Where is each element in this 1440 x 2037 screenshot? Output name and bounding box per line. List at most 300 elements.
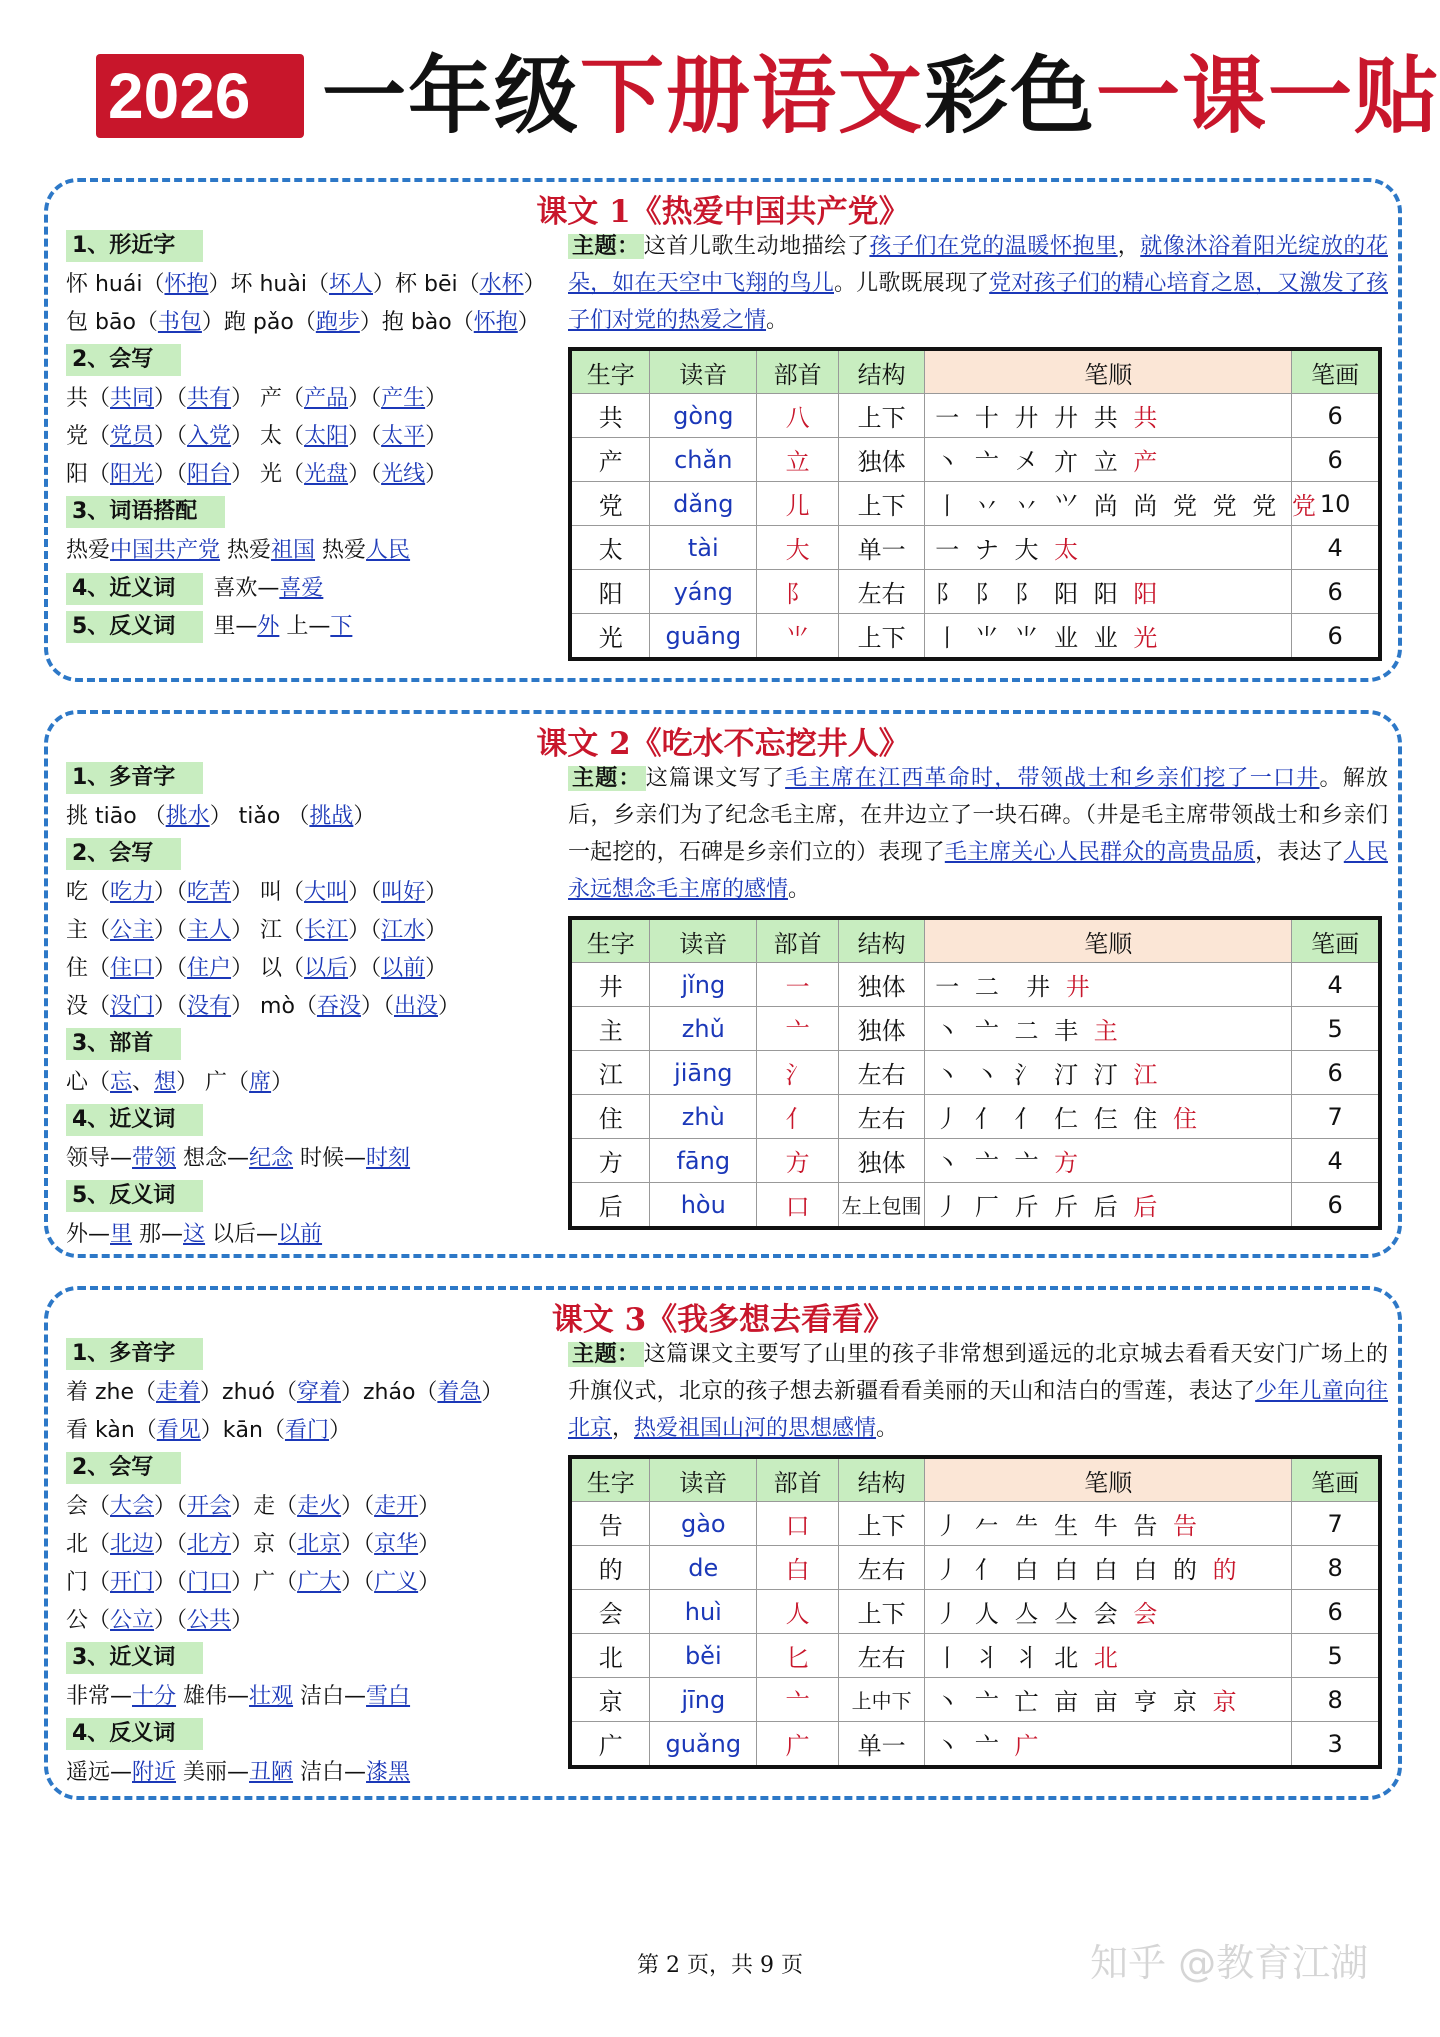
- text-run: ，表达了: [1255, 840, 1344, 865]
- answer-word: 公共: [187, 1608, 232, 1633]
- text-run: 心（: [66, 1070, 111, 1095]
- text-run: 怀 huái（: [66, 272, 165, 297]
- column-header: 笔顺: [925, 1457, 1292, 1502]
- text-run: ）: [425, 918, 448, 943]
- section-header-row: [66, 760, 566, 798]
- table-row: [570, 482, 1380, 526]
- answer-word: 以前: [278, 1222, 323, 1247]
- char-cell: 产: [570, 438, 650, 482]
- text-run: ）（: [348, 424, 382, 449]
- theme-paragraph: [568, 228, 1388, 339]
- section-heading: 3、词语搭配: [66, 496, 225, 528]
- text-run: 共（: [66, 386, 111, 411]
- answer-word: 光线: [381, 462, 426, 487]
- year-badge: 2026新: [96, 54, 304, 138]
- text-run: 公（: [66, 1608, 111, 1633]
- structure-cell: 上下: [839, 614, 925, 660]
- answer-word: 太平: [381, 424, 426, 449]
- answer-word: 祖国: [271, 538, 316, 563]
- answer-word: 长江: [304, 918, 349, 943]
- text-run: ）: [517, 310, 540, 335]
- answer-word: 热爱祖国山河的思想感情: [634, 1416, 877, 1441]
- structure-cell: 左上包围: [839, 1183, 925, 1229]
- stroke-order-table: [568, 916, 1382, 1230]
- stroke-sequence: 丶 亠 二 丰: [935, 1017, 1094, 1045]
- text-run: ） tiǎo （: [209, 804, 310, 829]
- column-header: 笔顺: [925, 349, 1292, 394]
- stroke-count-cell: 4: [1292, 963, 1380, 1007]
- section-line: [66, 912, 566, 950]
- radical-cell: 口: [757, 1502, 839, 1546]
- page-number: 第 2 页，共 9 页: [637, 1953, 803, 1978]
- section-line: [66, 1064, 566, 1102]
- answer-word: 人民: [366, 538, 411, 563]
- answer-word: 带领: [132, 1146, 177, 1171]
- text-run: ）坏 huài（: [208, 272, 329, 297]
- pinyin-cell: huì: [650, 1590, 757, 1634]
- section-line: [66, 1374, 566, 1412]
- pinyin-cell: zhǔ: [650, 1007, 757, 1051]
- char-cell: 阳: [570, 570, 650, 614]
- stroke-count-cell: 6: [1292, 1183, 1380, 1229]
- text-run: ）zhuó（: [200, 1380, 297, 1405]
- stroke-count-cell: 8: [1292, 1678, 1380, 1722]
- answer-word: 北边: [110, 1532, 155, 1557]
- text-run: ）跑 pǎo（: [201, 310, 316, 335]
- section-inline-row: [66, 570, 566, 608]
- answer-word: 孩子们在党的温暖怀抱里: [869, 234, 1118, 259]
- text-run: ） 以（: [231, 956, 305, 981]
- stroke-order-cell: [925, 1678, 1292, 1722]
- text-run: ） 广（: [176, 1070, 250, 1095]
- table-row: [570, 570, 1380, 614]
- final-character: 方: [1054, 1149, 1083, 1177]
- char-cell: 后: [570, 1183, 650, 1229]
- table-row: [570, 394, 1380, 438]
- stroke-count-cell: 10: [1292, 482, 1380, 526]
- stroke-order-cell: [925, 1007, 1292, 1051]
- pinyin-cell: yáng: [650, 570, 757, 614]
- radical-cell: 亻: [757, 1095, 839, 1139]
- stroke-sequence: 一 十 廾 廾 共: [935, 404, 1134, 432]
- section-heading: 4、近义词: [66, 573, 203, 605]
- stroke-order-table: [568, 347, 1382, 661]
- answer-word: 就像沐浴着阳光绽放的花朵，如在天空中飞翔的鸟儿: [568, 234, 1388, 296]
- answer-word: 附近: [132, 1760, 177, 1785]
- text-run: 着 zhe（: [66, 1380, 157, 1405]
- text-run: 领导—: [66, 1146, 133, 1171]
- lesson-title: 课文 1《热爱中国共产党》: [536, 194, 910, 230]
- table-header-row: [570, 1457, 1380, 1502]
- text-run: 想念—: [176, 1146, 250, 1171]
- final-character: 阳: [1133, 580, 1162, 608]
- section-header-row: [66, 836, 566, 874]
- answer-word: 吞没: [316, 994, 361, 1019]
- text-run: 热爱: [66, 538, 111, 563]
- text-run: 这篇课文主要写了山里的孩子非常想到遥远的北京城去看看天安门广场上的升旗仪式，北京的孩子想去新疆看看美丽的天山和洁白的雪莲，表达了: [568, 1342, 1388, 1404]
- char-cell: 共: [570, 394, 650, 438]
- text-run: ）: [271, 1070, 294, 1095]
- answer-word: 阳台: [187, 462, 232, 487]
- section-line: [66, 456, 566, 494]
- section-line: [66, 304, 566, 342]
- text-run: ）（: [348, 386, 382, 411]
- pinyin-cell: tài: [650, 526, 757, 570]
- theme-paragraph: [568, 1336, 1388, 1447]
- stroke-count-cell: 5: [1292, 1634, 1380, 1678]
- stroke-count-cell: 6: [1292, 1590, 1380, 1634]
- stroke-count-cell: 6: [1292, 614, 1380, 660]
- text-run: ）走（: [231, 1494, 298, 1519]
- text-run: ） 光（: [231, 462, 305, 487]
- text-run: ）（: [154, 424, 188, 449]
- char-cell: 广: [570, 1722, 650, 1768]
- stroke-sequence: 丶 亠: [935, 1732, 1015, 1760]
- answer-word: 阳光: [110, 462, 155, 487]
- section-line: [66, 798, 566, 836]
- text-run: ）广（: [231, 1570, 298, 1595]
- answer-word: 忘: [110, 1070, 133, 1095]
- stroke-order-cell: [925, 963, 1292, 1007]
- final-character: 光: [1133, 624, 1162, 652]
- section-line: [66, 418, 566, 456]
- column-header: 读音: [650, 1457, 757, 1502]
- radical-cell: 人: [757, 1590, 839, 1634]
- text-run: ）（: [154, 1494, 188, 1519]
- text-run: ）（: [154, 1608, 188, 1633]
- text-run: ）: [481, 1380, 504, 1405]
- knowledge-column: [66, 760, 566, 1254]
- section-heading: 1、多音字: [66, 762, 203, 794]
- section-line: [66, 1140, 566, 1178]
- answer-word: 共同: [110, 386, 155, 411]
- answer-word: 喜爱: [279, 576, 324, 601]
- column-header: 部首: [757, 1457, 839, 1502]
- text-run: 、: [132, 1070, 155, 1095]
- answer-word: 太阳: [304, 424, 349, 449]
- theme-label: 主题：: [568, 766, 646, 791]
- final-character: 主: [1093, 1017, 1122, 1045]
- column-header: 笔画: [1292, 349, 1380, 394]
- watermark: 知乎 @教育江湖: [1090, 1941, 1369, 1985]
- answer-word: 共有: [187, 386, 232, 411]
- answer-word: 光盘: [304, 462, 349, 487]
- text-run: ）: [418, 1494, 441, 1519]
- answer-word: 走火: [297, 1494, 342, 1519]
- radical-cell: 立: [757, 438, 839, 482]
- radical-cell: 八: [757, 394, 839, 438]
- final-character: 共: [1133, 404, 1162, 432]
- pinyin-cell: běi: [650, 1634, 757, 1678]
- column-header: 结构: [839, 349, 925, 394]
- answer-word: 江水: [381, 918, 426, 943]
- stroke-order-cell: [925, 1139, 1292, 1183]
- table-header-row: [570, 918, 1380, 963]
- stroke-sequence: 丿 亻 亻 仁 仨 住: [935, 1105, 1174, 1133]
- column-header: 结构: [839, 918, 925, 963]
- section-line: [66, 1412, 566, 1450]
- title-part: 下册语文: [579, 46, 924, 145]
- pinyin-cell: gào: [650, 1502, 757, 1546]
- text-run: 喜欢—: [213, 576, 280, 601]
- answer-word: 挑水: [165, 804, 210, 829]
- answer-word: 叫好: [381, 880, 426, 905]
- final-character: 后: [1133, 1193, 1162, 1221]
- text-run: ）: [418, 1532, 441, 1557]
- structure-cell: 独体: [839, 438, 925, 482]
- table-row: [570, 1634, 1380, 1678]
- section-header-row: [66, 1450, 566, 1488]
- answer-word: 席: [249, 1070, 272, 1095]
- stroke-order-cell: [925, 1722, 1292, 1768]
- section-heading: 4、反义词: [66, 1718, 203, 1750]
- table-row: [570, 614, 1380, 660]
- structure-cell: 左右: [839, 570, 925, 614]
- answer-word: 书包: [157, 310, 202, 335]
- pinyin-cell: zhù: [650, 1095, 757, 1139]
- section-line: [66, 1216, 566, 1254]
- column-header: 笔顺: [925, 918, 1292, 963]
- text-run: 。: [766, 308, 789, 333]
- answer-word: 坏人: [328, 272, 373, 297]
- answer-word: 这: [183, 1222, 206, 1247]
- text-run: 遥远—: [66, 1760, 133, 1785]
- stroke-sequence: 丶 亠 㐅 亣 立: [935, 448, 1134, 476]
- text-run: ）（: [154, 462, 188, 487]
- structure-cell: 上下: [839, 1502, 925, 1546]
- answer-word: 看门: [284, 1418, 329, 1443]
- text-run: 里—: [213, 614, 258, 639]
- answer-word: 主人: [187, 918, 232, 943]
- stroke-count-cell: 6: [1292, 438, 1380, 482]
- text-run: ）: [523, 272, 546, 297]
- text-run: 热爱: [315, 538, 367, 563]
- answer-word: 开门: [110, 1570, 155, 1595]
- theme-column: [568, 228, 1388, 661]
- table-row: [570, 1007, 1380, 1051]
- answer-word: 挑战: [309, 804, 354, 829]
- answer-word: 纪念: [249, 1146, 294, 1171]
- char-cell: 江: [570, 1051, 650, 1095]
- text-run: ）: [425, 462, 448, 487]
- text-run: 外—: [66, 1222, 111, 1247]
- final-character: 告: [1173, 1512, 1202, 1540]
- answer-word: 吃力: [110, 880, 155, 905]
- structure-cell: 独体: [839, 1007, 925, 1051]
- lesson-card-2: [44, 710, 1402, 1258]
- char-cell: 的: [570, 1546, 650, 1590]
- text-run: 党（: [66, 424, 111, 449]
- text-run: 洁白—: [293, 1684, 367, 1709]
- stroke-sequence: 丶 亠 亠: [935, 1149, 1055, 1177]
- text-run: 吃（: [66, 880, 111, 905]
- column-header: 部首: [757, 349, 839, 394]
- radical-cell: 匕: [757, 1634, 839, 1678]
- text-run: ）（: [341, 1570, 375, 1595]
- answer-word: 广义: [374, 1570, 419, 1595]
- stroke-sequence: 丶 丶 氵 汀 汀: [935, 1061, 1134, 1089]
- char-cell: 住: [570, 1095, 650, 1139]
- answer-word: 走着: [156, 1380, 201, 1405]
- stroke-sequence: 一 二 ‍ 井: [935, 973, 1066, 1001]
- char-cell: 告: [570, 1502, 650, 1546]
- text-run: ）: [353, 804, 376, 829]
- stroke-sequence: ⻖ 阝 阝 阳 阳: [935, 580, 1134, 608]
- text-run: 这篇课文写了: [645, 766, 786, 791]
- stroke-order-cell: [925, 1051, 1292, 1095]
- text-run: 时候—: [293, 1146, 367, 1171]
- answer-word: 人民永远想念毛主席的感情: [568, 840, 1388, 902]
- section-header-row: [66, 494, 566, 532]
- text-run: ）（: [154, 956, 188, 981]
- final-character: 井: [1065, 973, 1094, 1001]
- text-run: 热爱: [220, 538, 272, 563]
- answer-word: 看见: [156, 1418, 201, 1443]
- section-line: [66, 1564, 566, 1602]
- char-cell: 北: [570, 1634, 650, 1678]
- char-cell: 党: [570, 482, 650, 526]
- lesson-card-1: [44, 178, 1402, 682]
- text-run: ）（: [154, 918, 188, 943]
- text-run: ）（: [360, 994, 394, 1019]
- theme-label: 主题：: [568, 1342, 644, 1367]
- title-part: 一年级: [321, 46, 580, 145]
- answer-word: 吃苦: [187, 880, 232, 905]
- radical-cell: 口: [757, 1183, 839, 1229]
- answer-word: 产品: [304, 386, 349, 411]
- final-character: 京: [1212, 1688, 1241, 1716]
- section-header-row: [66, 228, 566, 266]
- section-line: [66, 1488, 566, 1526]
- radical-cell: 亠: [757, 1678, 839, 1722]
- answer-word: 里: [110, 1222, 133, 1247]
- answer-word: 壮观: [249, 1684, 294, 1709]
- table-row: [570, 526, 1380, 570]
- final-character: 江: [1133, 1061, 1162, 1089]
- title-part: 一课一贴: [1095, 46, 1440, 145]
- answer-word: 外: [257, 614, 280, 639]
- section-heading: 2、会写: [66, 1452, 181, 1484]
- text-run: ） mò（: [231, 994, 317, 1019]
- section-header-row: [66, 1178, 566, 1216]
- answer-word: 广大: [297, 1570, 342, 1595]
- stroke-sequence: 丿 𠂉 ⺧ 生 牛 告: [935, 1512, 1174, 1540]
- text-run: ）（: [348, 918, 382, 943]
- text-run: ，: [1117, 234, 1141, 259]
- structure-cell: 左右: [839, 1095, 925, 1139]
- text-run: 。解放后，乡亲们为了纪念毛主席，在井边立了一块石碑。（井是毛主席带领战士和乡亲们一起挖的，石碑是乡亲们立的）表现了: [568, 766, 1388, 865]
- stroke-count-cell: 5: [1292, 1007, 1380, 1051]
- section-heading: 5、反义词: [66, 1180, 203, 1212]
- lesson-card-3: [44, 1286, 1402, 1800]
- final-character: 产: [1133, 448, 1162, 476]
- theme-label: 主题：: [568, 234, 644, 259]
- section-header-row: [66, 342, 566, 380]
- final-character: 住: [1173, 1105, 1202, 1133]
- text-run: ）: [425, 880, 448, 905]
- text-run: 门（: [66, 1570, 111, 1595]
- text-run: ）: [425, 956, 448, 981]
- stroke-count-cell: 3: [1292, 1722, 1380, 1768]
- structure-cell: 上下: [839, 1590, 925, 1634]
- stroke-sequence: 丨 ⺌ ⺌ 业 业: [935, 624, 1134, 652]
- text-run: ）（: [348, 880, 382, 905]
- answer-word: 出没: [393, 994, 438, 1019]
- section-line: [66, 950, 566, 988]
- structure-cell: 左右: [839, 1051, 925, 1095]
- char-cell: 主: [570, 1007, 650, 1051]
- final-character: 党: [1291, 492, 1320, 520]
- text-run: ，: [612, 1416, 635, 1441]
- section-line: [66, 874, 566, 912]
- knowledge-column: [66, 1336, 566, 1792]
- final-character: 北: [1093, 1644, 1122, 1672]
- answer-word: 门口: [187, 1570, 232, 1595]
- answer-word: 大会: [110, 1494, 155, 1519]
- pinyin-cell: guǎng: [650, 1722, 757, 1768]
- answer-word: 入党: [187, 424, 232, 449]
- radical-cell: 氵: [757, 1051, 839, 1095]
- char-cell: 井: [570, 963, 650, 1007]
- text-run: ）: [425, 386, 448, 411]
- section-heading: 2、会写: [66, 838, 181, 870]
- column-header: 结构: [839, 1457, 925, 1502]
- answer-word: 想: [154, 1070, 177, 1095]
- stroke-order-cell: [925, 570, 1292, 614]
- theme-column: [568, 1336, 1388, 1769]
- stroke-count-cell: 6: [1292, 570, 1380, 614]
- answer-word: 北京: [297, 1532, 342, 1557]
- section-header-row: [66, 1640, 566, 1678]
- lesson-title: 课文 3《我多想去看看》: [551, 1302, 895, 1338]
- stroke-count-cell: 4: [1292, 1139, 1380, 1183]
- column-header: 笔画: [1292, 918, 1380, 963]
- answer-word: 时刻: [366, 1146, 411, 1171]
- knowledge-column: [66, 228, 566, 646]
- text-run: 美丽—: [176, 1760, 250, 1785]
- section-line: [66, 532, 566, 570]
- answer-word: 没有: [187, 994, 232, 1019]
- stroke-sequence: 丨 丷 丷 ⺍ 尚 尚 党 党 党: [935, 492, 1292, 520]
- table-row: [570, 963, 1380, 1007]
- column-header: 笔画: [1292, 1457, 1380, 1502]
- text-run: ） 叫（: [231, 880, 305, 905]
- stroke-order-cell: [925, 394, 1292, 438]
- table-row: [570, 1590, 1380, 1634]
- text-run: 这首儿歌生动地描绘了: [643, 234, 870, 259]
- final-character: 的: [1212, 1556, 1241, 1584]
- answer-word: 怀抱: [164, 272, 209, 297]
- stroke-sequence: 丨 丬 丬 北: [935, 1644, 1094, 1672]
- section-heading: 1、多音字: [66, 1338, 203, 1370]
- answer-word: 雪白: [366, 1684, 411, 1709]
- structure-cell: 左右: [839, 1634, 925, 1678]
- stroke-order-cell: [925, 1590, 1292, 1634]
- answer-word: 毛主席关心人民群众的高贵品质: [944, 840, 1256, 865]
- answer-word: 跑步: [315, 310, 360, 335]
- text-run: ）: [328, 1418, 351, 1443]
- radical-cell: 大: [757, 526, 839, 570]
- answer-word: 漆黑: [366, 1760, 411, 1785]
- table-row: [570, 1502, 1380, 1546]
- answer-word: 党对孩子们的精心培育之恩，又激发了孩子们对党的热爱之情: [568, 271, 1388, 333]
- text-run: ）zháo（: [340, 1380, 438, 1405]
- text-run: ） 江（: [231, 918, 305, 943]
- stroke-order-cell: [925, 438, 1292, 482]
- structure-cell: 上下: [839, 394, 925, 438]
- char-cell: 京: [570, 1678, 650, 1722]
- column-header: 生字: [570, 918, 650, 963]
